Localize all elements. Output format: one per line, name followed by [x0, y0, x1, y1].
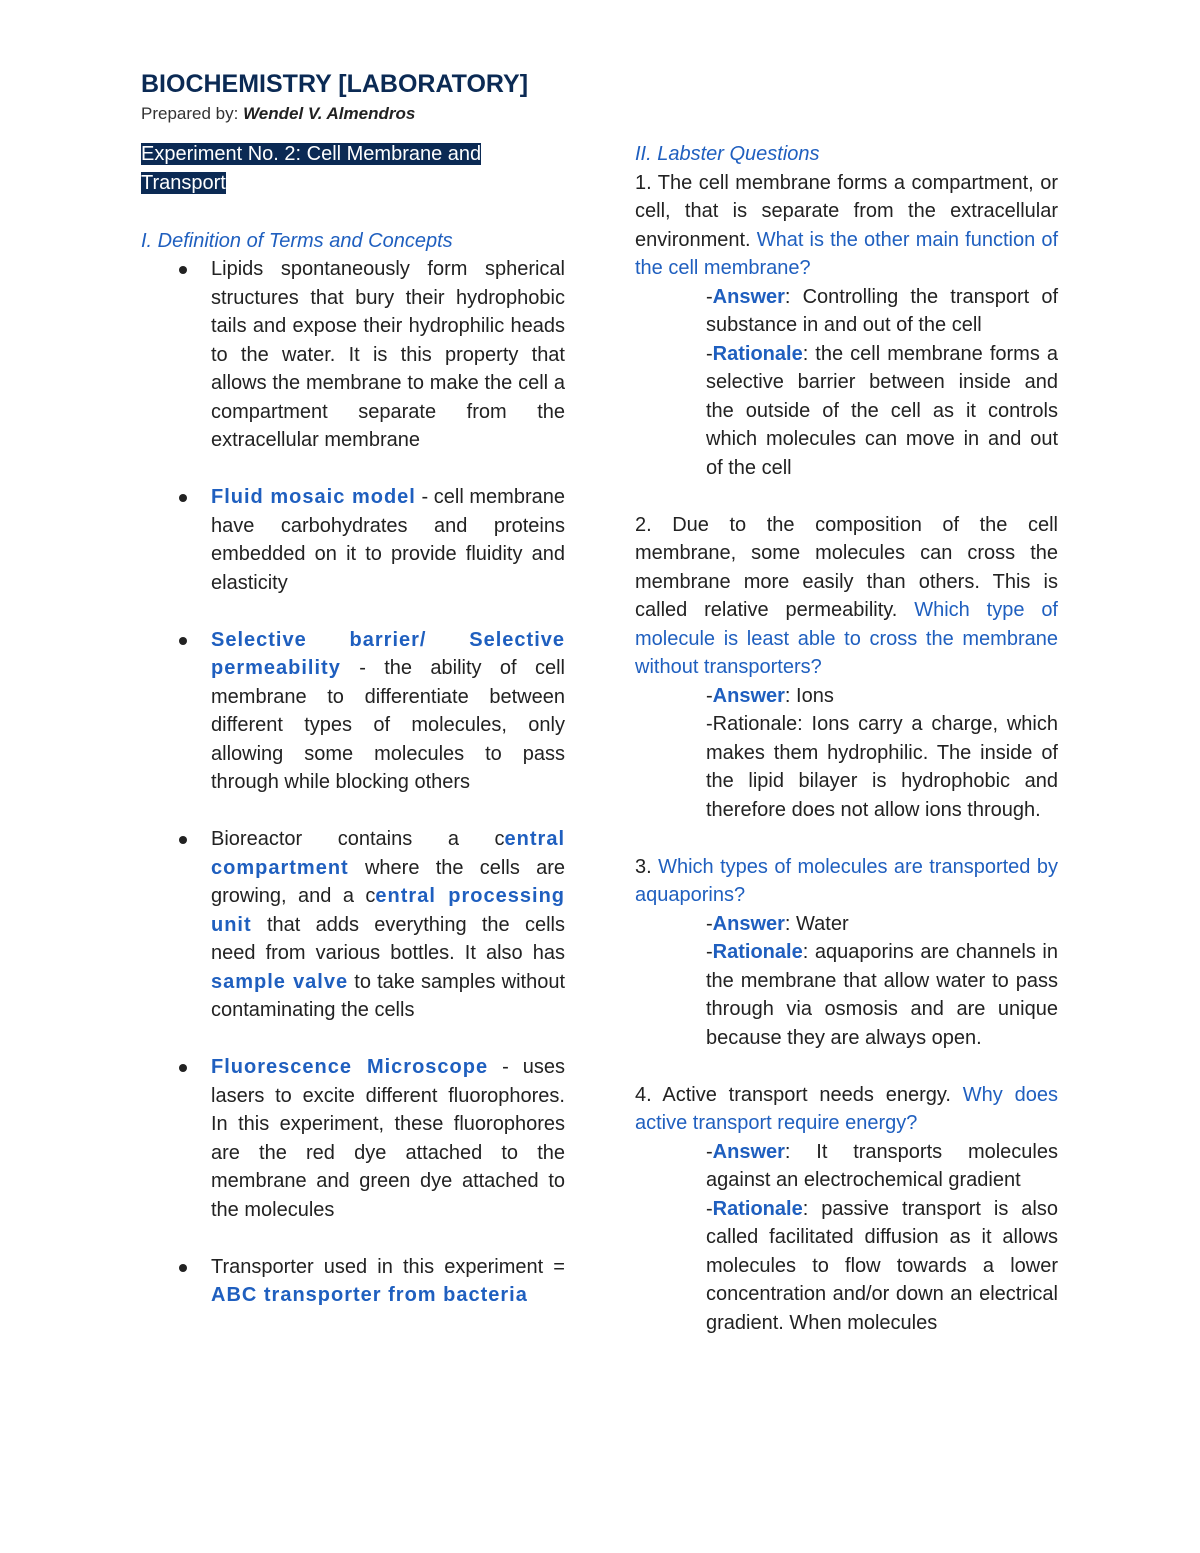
definitions-list: [141, 255, 565, 1310]
bullet-icon: [179, 494, 187, 502]
question-block-3: [635, 853, 1058, 1053]
question-block-2: [635, 511, 1058, 825]
term: Fluid mosaic model: [211, 486, 416, 508]
rationale: -Rationale: passive transport is also called facilitated diffusion as it allows molecules to flow towards a lower concentration and/or down an electrical gradient. When molecules: [706, 1197, 1058, 1334]
experiment-title: [141, 140, 513, 198]
document-title: BIOCHEMISTRY [LABORATORY]: [141, 70, 529, 98]
rationale: -Rationale: aquaporins are channels in the membrane that allow water to pass through via osmosis and are unique because they are always open.: [706, 941, 1058, 1049]
term: ABC transporter from bacteria: [211, 1284, 528, 1306]
term: entral compartment: [211, 828, 565, 879]
question-highlight: What is the other main function of the cell membrane?: [635, 228, 1058, 279]
question-text: 4. Active transport needs energy. Why does active transport require energy?: [635, 1083, 1058, 1134]
bullet-icon: [179, 266, 187, 274]
term: Fluorescence Microscope: [211, 1056, 489, 1078]
question-highlight: Which types of molecules are transported by aquaporins?: [635, 855, 1058, 906]
list-item: Fluid mosaic model - cell membrane have carbohydrates and proteins embedded on it to provide fluidity and elasticity: [141, 483, 565, 597]
bullet-icon: [179, 637, 187, 645]
question-text: 1. The cell membrane forms a compartment, or cell, that is separate from the extracellular environment. What is the other main function of the cell membrane?: [635, 171, 1058, 279]
section-questions-heading: II. Labster Questions: [635, 143, 820, 165]
author-name: Wendel V. Almendros: [243, 104, 416, 123]
question-highlight: Which type of molecule is least able to cross the membrane without transporters?: [635, 599, 1058, 678]
prepared-by: [141, 104, 415, 124]
question-block-4: [635, 1081, 1058, 1338]
section-definitions-heading: I. Definition of Terms and Concepts: [141, 229, 453, 252]
list-item: Fluorescence Microscope - uses lasers to excite different fluorophores. In this experiment, these fluorophores are the red dye attached to the membrane and green dye attached to the molecules: [141, 1053, 565, 1224]
bullet-icon: [179, 1264, 187, 1272]
question-text: 2. Due to the composition of the cell membrane, some molecules can cross the membrane more easily than others. This is called relative permeability. Which type of molecule is least able to cross the membrane without transporters?: [635, 513, 1058, 678]
question-highlight: Why does active transport require energy?: [635, 1083, 1058, 1134]
answer: -Answer: It transports molecules against an electrochemical gradient: [706, 1140, 1058, 1191]
term: entral processing unit: [211, 885, 566, 936]
bullet-icon: [179, 836, 187, 844]
answer: -Answer: Ions: [706, 684, 834, 707]
list-item: Selective barrier/ Selective permeability - the ability of cell membrane to differentiate between different types of molecules, only allowing some molecules to pass through while blocking others: [141, 626, 565, 797]
answer: -Answer: Water: [706, 912, 849, 935]
left-column: [141, 140, 565, 1338]
right-column: [635, 140, 1058, 1366]
term: Selective barrier/ Selective permeability: [211, 628, 565, 679]
question-block-1: [635, 169, 1058, 483]
term: sample valve: [211, 970, 349, 993]
rationale: -Rationale: Ions carry a charge, which makes them hydrophilic. The inside of the lipid bilayer is hydrophobic and therefore does not allow ions through.: [706, 713, 1058, 821]
rationale: -Rationale: the cell membrane forms a selective barrier between inside and the outside of the cell as it controls which molecules can move in and out of the cell: [706, 342, 1058, 479]
list-item: Bioreactor contains a central compartment where the cells are growing, and a central processing unit that adds everything the cells need from various bottles. It also has sample valve to take samples without contaminating the cells: [141, 825, 565, 1025]
list-item: Transporter used in this experiment = ABC transporter from bacteria: [141, 1253, 565, 1310]
list-item: Lipids spontaneously form spherical structures that bury their hydrophobic tails and expose their hydrophilic heads to the water. It is this property that allows the membrane to make the cell a compartment separate from the extracellular membrane: [141, 255, 565, 455]
answer: -Answer: Controlling the transport of substance in and out of the cell: [706, 285, 1058, 336]
bullet-icon: [179, 1064, 187, 1072]
prepared-label: Prepared by:: [141, 104, 244, 123]
experiment-title-text: Experiment No. 2: Cell Membrane and Transport: [141, 143, 482, 194]
question-text: 3. Which types of molecules are transported by aquaporins?: [635, 855, 1058, 906]
